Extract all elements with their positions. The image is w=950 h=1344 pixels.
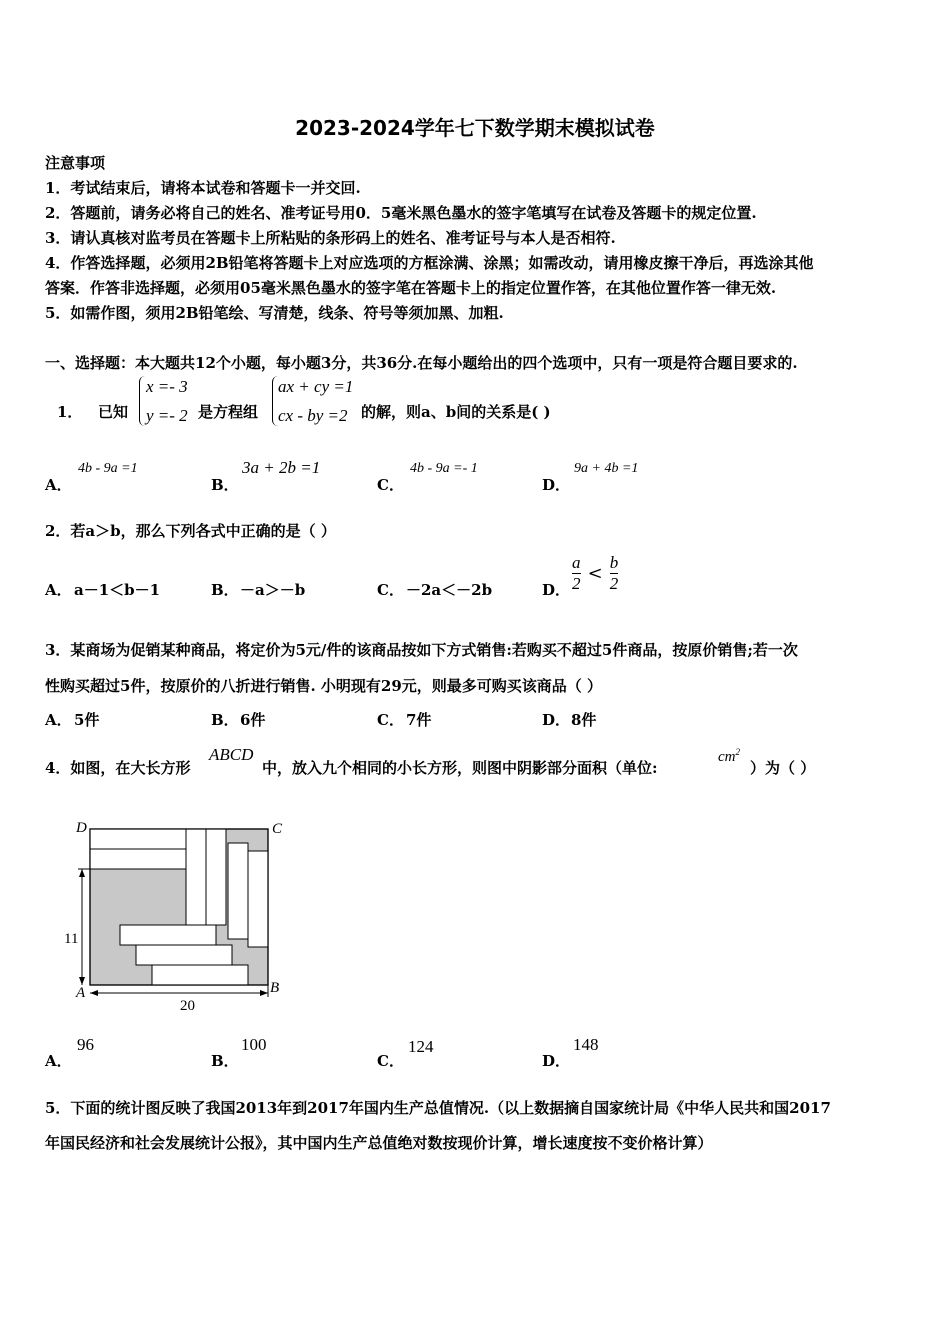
q4-option-d-label: D． — [542, 1052, 571, 1070]
height-arrow-top — [79, 869, 85, 877]
q3-option-d-label: D． — [542, 711, 571, 729]
small-rect-8 — [136, 945, 232, 965]
q2-frac1-num: a — [572, 553, 581, 572]
notice-item-5: 5．如需作图，须用2B铅笔绘、写清楚，线条、符号等须加黑、加粗. — [45, 304, 504, 322]
q3-option-b-text: 6件 — [240, 711, 266, 729]
q1-mid: 是方程组 — [198, 403, 259, 421]
q2-frac1-den: 2 — [572, 574, 581, 593]
small-rect-4 — [206, 829, 226, 925]
notice-item-1: 1．考试结束后，请将本试卷和答题卡一并交回. — [45, 179, 361, 197]
q4-option-a-label: A． — [45, 1052, 72, 1070]
small-rect-5 — [228, 843, 248, 939]
notice-item-3: 3．请认真核对监考员在答题卡上所粘贴的条形码上的姓名、准考证号与本人是否相符. — [45, 229, 616, 247]
q1-option-c-text: 4b - 9a =- 1 — [410, 461, 478, 476]
q2-option-c-label: C． — [377, 581, 404, 599]
small-rect-6 — [248, 851, 268, 947]
q2-option-b-label: B． — [211, 581, 239, 599]
q3-line-1: 3．某商场为促销某种商品，将定价为5元/件的该商品按如下方式销售:若购买不超过5件商品，按原价销售;若一次 — [45, 641, 798, 659]
q1-option-b-text: 3a + 2b =1 — [242, 458, 321, 477]
q2-less-than: < — [587, 563, 603, 584]
q3-option-a-label: A． — [45, 711, 72, 729]
notice-item-4: 4．作答选择题，必须用2B铅笔将答题卡上对应选项的方框涂满、涂黑；如需改动，请用橡皮擦干净后，再选涂其他 — [45, 254, 814, 272]
q1-sys1-eq2: y =- 2 — [146, 406, 188, 425]
vertex-c-label: C — [272, 821, 283, 837]
q5-line-2: 年国民经济和社会发展统计公报》，其中国内生产总值绝对数按现价计算，增长速度按不变价格计算） — [45, 1134, 713, 1152]
section-heading: 一、选择题：本大题共12个小题，每小题3分，共36分.在每小题给出的四个选项中，只有一项是符合题目要求的. — [45, 354, 798, 372]
q4-mid: 中，放入九个相同的小长方形，则图中阴影部分面积（单位: — [262, 759, 658, 777]
q4-pre: 4．如图，在大长方形 — [45, 759, 191, 777]
q4-figure — [60, 815, 292, 1015]
q4-option-a-text: 96 — [77, 1035, 94, 1054]
vertex-a-label: A — [76, 985, 86, 1001]
q4-option-b-text: 100 — [241, 1035, 267, 1054]
q1-option-c-label: C． — [377, 476, 404, 494]
notice-item-4-cont: 答案．作答非选择题，必须用05毫米黑色墨水的签字笔在答题卡上的指定位置作答，在其他位置作答一律无效. — [45, 279, 777, 297]
q2-option-a-label: A． — [45, 581, 72, 599]
q4-option-c-label: C． — [377, 1052, 404, 1070]
q1-option-a-label: A． — [45, 476, 72, 494]
q1-post: 的解，则a、b间的关系是( ) — [361, 403, 551, 421]
notice-heading: 注意事项 — [45, 154, 106, 172]
q2-option-b-text: －a＞－b — [240, 581, 306, 599]
q2-frac2-den: 2 — [609, 574, 619, 593]
q3-option-c-label: C． — [377, 711, 404, 729]
q4-option-b-label: B． — [211, 1052, 239, 1070]
q1-sys2-eq1: ax + cy =1 — [278, 377, 354, 396]
vertex-d-label: D — [76, 820, 87, 836]
q2-option-d-expr — [572, 553, 618, 594]
q3-option-b-label: B． — [211, 711, 239, 729]
small-rect-7 — [120, 925, 216, 945]
q3-option-c-text: 7件 — [406, 711, 432, 729]
q3-option-a-text: 5件 — [74, 711, 100, 729]
q1-brace-1 — [139, 376, 145, 426]
q2-option-c-text: －2a＜－2b — [406, 581, 493, 599]
width-arrow-left — [90, 990, 98, 996]
small-rect-1 — [90, 829, 186, 849]
height-arrow-bottom — [79, 977, 85, 985]
q1-pre: 已知 — [98, 403, 129, 421]
q1-option-a-text: 4b - 9a =1 — [78, 461, 138, 476]
width-arrow-right — [260, 990, 268, 996]
q1-option-d-label: D． — [542, 476, 571, 494]
q2-frac-b-over-2 — [610, 553, 619, 594]
q3-line-2: 性购买超过5件，按原价的八折进行销售. 小明现有29元，则最多可购买该商品（ ） — [45, 677, 602, 695]
height-label: 11 — [64, 931, 79, 947]
q4-unit-sup: 2 — [735, 747, 740, 757]
small-rect-3 — [186, 829, 206, 925]
vertex-b-label: B — [270, 980, 280, 996]
q1-sys2-eq2: cx - by =2 — [278, 406, 348, 425]
q4-option-c-text: 124 — [408, 1037, 434, 1056]
q4-unit-base: cm — [718, 749, 736, 765]
q1-number: 1． — [57, 403, 83, 421]
q4-unit — [718, 747, 740, 766]
q2-stem: 2．若a＞b，那么下列各式中正确的是（ ） — [45, 522, 336, 540]
small-rect-9 — [152, 965, 248, 985]
q1-sys1-eq1: x =- 3 — [146, 377, 188, 396]
page-title: 2023-2024学年七下数学期末模拟试卷 — [295, 116, 655, 140]
q2-option-d-label: D． — [542, 581, 571, 599]
q5-line-1: 5．下面的统计图反映了我国2013年到2017年国内生产总值情况.（以上数据摘自国家统计局《中华人民共和国2017 — [45, 1099, 831, 1117]
width-label: 20 — [180, 998, 195, 1014]
q2-frac-a-over-2 — [572, 553, 581, 594]
q4-option-d-text: 148 — [573, 1035, 599, 1054]
q3-option-d-text: 8件 — [571, 711, 597, 729]
q2-option-a-text: a－1＜b－1 — [74, 581, 161, 599]
q2-frac2-num: b — [609, 553, 619, 572]
q4-post: ）为（ ） — [750, 759, 816, 777]
q1-option-d-text: 9a + 4b =1 — [574, 461, 639, 476]
q4-rect-name: ABCD — [209, 745, 254, 764]
q1-option-b-label: B． — [211, 476, 239, 494]
small-rect-2 — [90, 849, 186, 869]
notice-item-2: 2．答题前，请务必将自己的姓名、准考证号用0．5毫米黑色墨水的签字笔填写在试卷及答题卡的规定位置. — [45, 204, 757, 222]
